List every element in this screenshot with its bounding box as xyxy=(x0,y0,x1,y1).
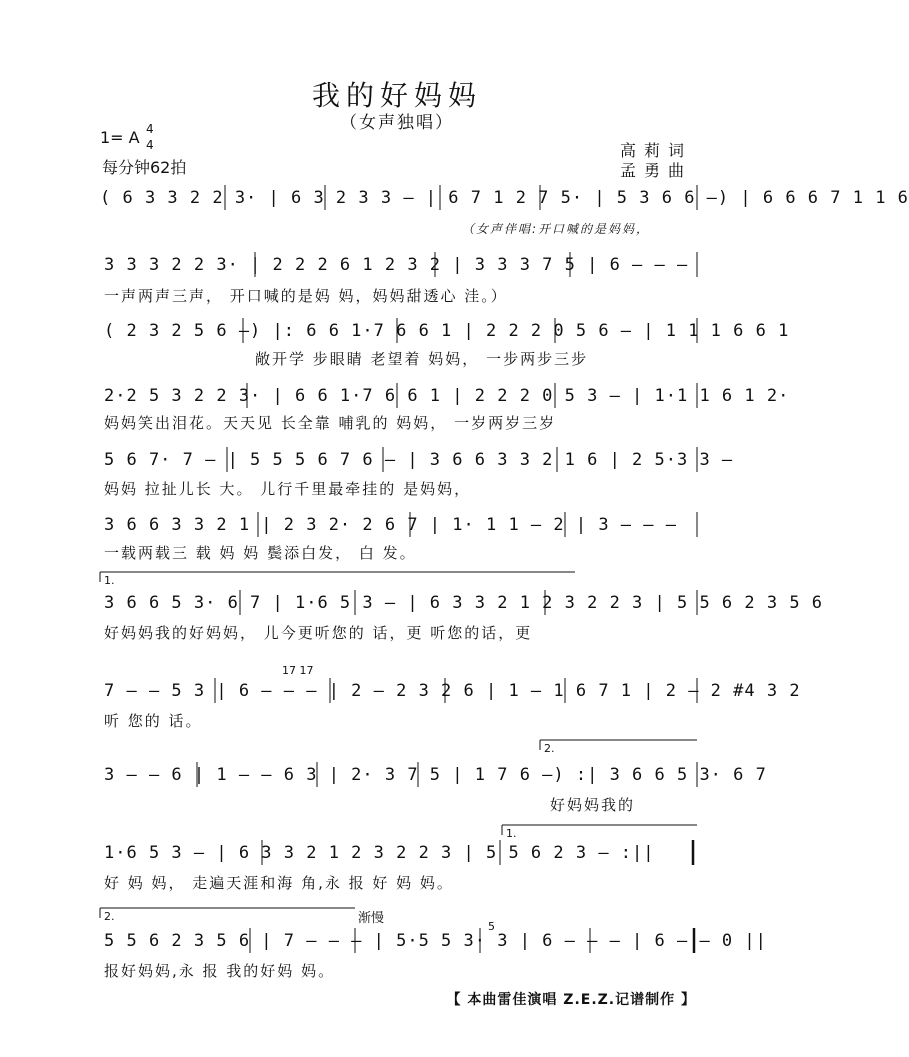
composer-credit: 孟勇曲 xyxy=(620,161,693,180)
volta-1-label: 1. xyxy=(104,574,115,587)
volta-2-label: 2. xyxy=(544,742,555,755)
notation-line-2: 3 3 3 2 2 3· | 2 2 2 6 1 2 3 2 | 3 3 3 7 5 | 6 — — — xyxy=(104,255,689,275)
notation-line-5: 5 6 7· 7 — | 5 5 5 6 7 6 — | 3 6 6 3 3 2 1 6 | 2 5·3 3 — xyxy=(104,450,734,470)
footer-credit: 【 本曲雷佳演唱 Z.E.Z.记谱制作 】 xyxy=(446,992,696,1008)
volta-1b-label: 1. xyxy=(506,827,517,840)
lyrics-line-7: 好妈妈我的好妈妈， 儿今更听您的 话，更 听您的话，更 xyxy=(104,624,533,642)
lyrics-line-11: 报好妈妈,永 报 我的好妈 妈。 xyxy=(104,962,336,980)
notation-line-7: 3 6 6 5 3· 6 7 | 1·6 5 3 — | 6 3 3 2 1 2 3 2 2 3 | 5 5 6 2 3 5 6 xyxy=(104,593,824,613)
time-signature-bottom: 4 xyxy=(146,138,154,152)
lyrics-line-8: 听 您的 话。 xyxy=(104,712,203,730)
lyricist-credit: 高莉词 xyxy=(620,141,693,160)
ritardando-marking: 渐慢 xyxy=(358,911,385,926)
grace-notes-label: 17 17 xyxy=(282,664,314,677)
time-signature-top: 4 xyxy=(146,122,154,136)
notation-line-11: 5 5 6 2 3 5 6 | 7 — — — | 5·5 5 3· 3 | 6 — — — | 6 — — 0 || xyxy=(104,931,767,951)
lyrics-line-9: 好妈妈我的 xyxy=(550,796,636,814)
notation-line-10: 1·6 5 3 — | 6 3 3 2 1 2 3 2 2 3 | 5 5 6 2 3 — :|| xyxy=(104,843,655,863)
key-signature: 1= A xyxy=(100,128,140,147)
lyrics-line-6: 一载两载三 载 妈 妈 鬓添白发， 白 发。 xyxy=(104,544,417,562)
song-subtitle: （女声独唱） xyxy=(340,113,454,133)
lyrics-line-10: 好 妈 妈， 走遍天涯和海 角,永 报 好 妈 妈。 xyxy=(104,874,454,892)
lyrics-line-1: （女声伴唱:开口喊的是妈妈， xyxy=(462,222,651,236)
lyrics-line-2: 一声两声三声， 开口喊的是妈 妈，妈妈甜透心 洼。） xyxy=(104,287,508,305)
lyrics-line-3: 敞开学 步眼睛 老望着 妈妈， 一步两步三步 xyxy=(255,350,589,368)
notation-line-8: 7 — — 5 3 | 6 — — — | 2 — 2 3 2 6 | 1 — 1 6 7 1 | 2 — 2 #4 3 2 xyxy=(104,681,801,701)
tempo-marking: 每分钟62拍 xyxy=(102,158,187,177)
grace-note-5: 5 xyxy=(488,920,495,933)
notation-line-1: ( 6 3 3 2 2 3· | 6 3 2 3 3 — | 6 7 1 2 7 5· | 5 3 6 6 —) | 6 6 6 7 1 1 6 xyxy=(100,188,909,208)
notation-line-9: 3 — — 6 | 1 — — 6 3 | 2· 3 7 5 | 1 7 6 —) :| 3 6 6 5 3· 6 7 xyxy=(104,765,767,785)
lyrics-line-5: 妈妈 拉扯儿长 大。 儿行千里最牵挂的 是妈妈， xyxy=(104,480,472,498)
notation-line-4: 2·2 5 3 2 2 3· | 6 6 1·7 6 6 1 | 2 2 2 0 5 3 — | 1·1 1 6 1 2· xyxy=(104,386,790,406)
volta-2b-label: 2. xyxy=(104,910,115,923)
song-title: 我的好妈妈 xyxy=(311,79,482,112)
notation-line-3: ( 2 3 2 5 6 —) |: 6 6 1·7 6 6 1 | 2 2 2 0 5 6 — | 1 1 1 6 6 1 xyxy=(104,321,790,341)
notation-line-6: 3 6 6 3 3 2 1 | 2 3 2· 2 6 7 | 1· 1 1 — 2 | 3 — — — xyxy=(104,515,677,535)
lyrics-line-4: 妈妈笑出泪花。天天见 长全靠 哺乳的 妈妈， 一岁两岁三岁 xyxy=(104,414,557,432)
